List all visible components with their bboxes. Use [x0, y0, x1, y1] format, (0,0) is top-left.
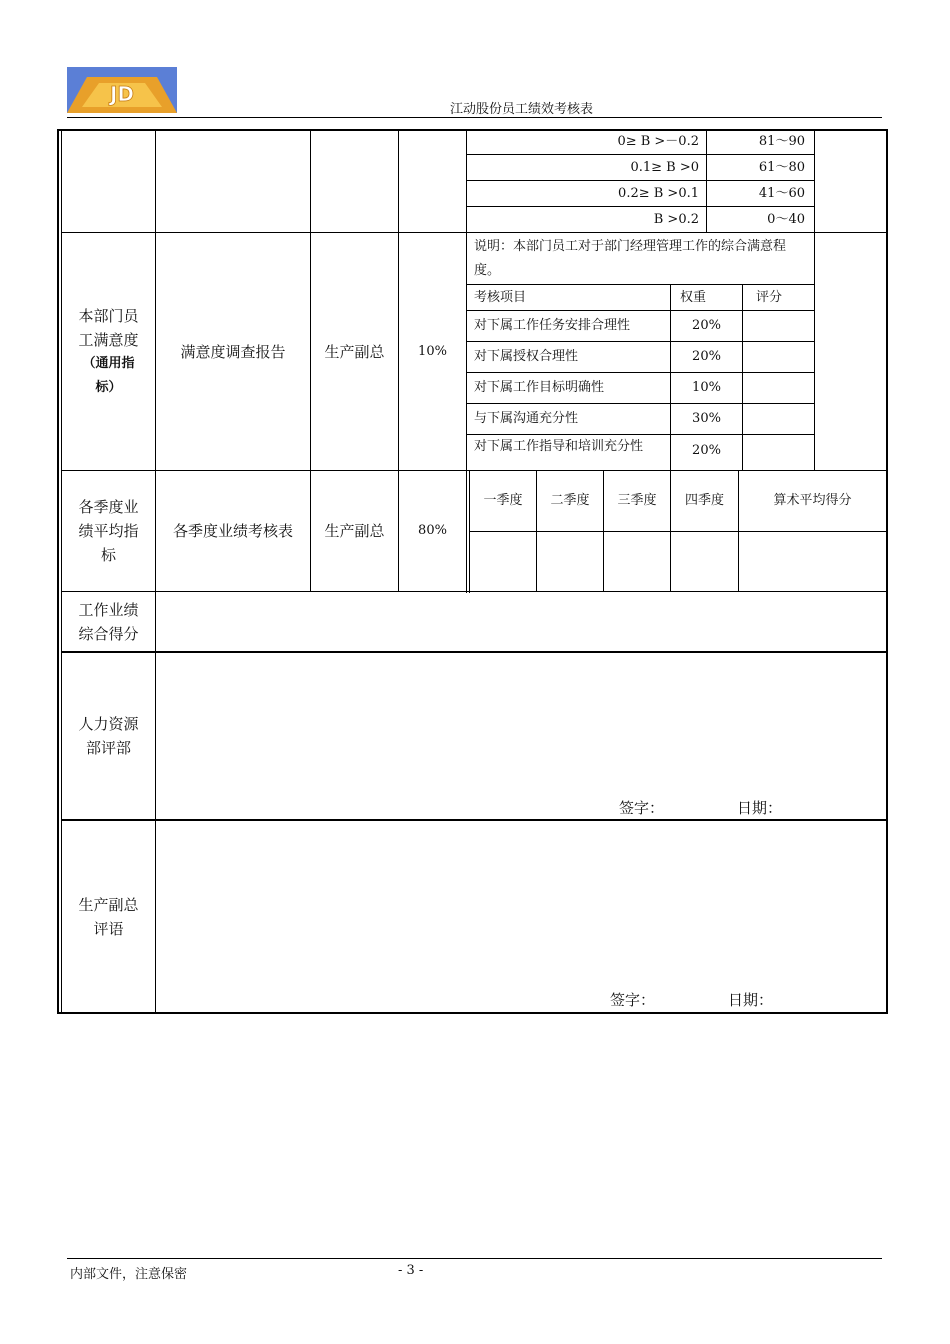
quarterly-weight: 80% [418, 523, 447, 538]
page-number: - 3 - [398, 1263, 424, 1278]
satisfaction-source: 满意度调查报告 [180, 342, 286, 361]
range-score: 61～80 [758, 159, 805, 175]
overall-score-label: 工作业绩 综合得分 [78, 600, 139, 643]
range-score: 0～40 [767, 211, 805, 227]
q4-header: 四季度 [684, 493, 724, 508]
vp-sign-label: 签字： [610, 991, 656, 1009]
satisfaction-assessor: 生产副总 [324, 342, 385, 361]
confidential-notice: 内部文件，注意保密 [70, 1267, 188, 1282]
vp-date-label: 日期： [728, 991, 774, 1009]
average-header: 算术平均得分 [773, 493, 852, 508]
q3-header: 三季度 [617, 493, 657, 508]
col-item-header: 考核项目 [474, 289, 527, 305]
range-condition: 0≥ B >－0.2 [617, 134, 699, 149]
col-score-header: 评分 [756, 289, 783, 305]
vp-comment-label: 生产副总 评语 [78, 895, 139, 938]
assessment-item: 对下属工作目标明确性 [474, 380, 605, 395]
satisfaction-label: 本部门员 工满意度 （通用指 标） [78, 306, 139, 395]
satisfaction-weight: 10% [418, 343, 447, 359]
company-logo [67, 67, 177, 113]
assessment-item: 对下属工作指导和培训充分性 [474, 439, 644, 454]
range-condition: B >0.2 [653, 211, 699, 227]
header-divider [67, 117, 882, 118]
assessment-weight: 20% [692, 349, 721, 364]
footer-divider [67, 1258, 882, 1259]
assessment-item: 与下属沟通充分性 [474, 411, 579, 426]
range-score: 81～90 [758, 134, 805, 149]
col-weight-header: 权重 [680, 289, 707, 305]
hr-sign-label: 签字： [619, 799, 665, 817]
svg-text:JD: JD [109, 82, 135, 106]
quarterly-label: 各季度业 绩平均指 标 [78, 498, 139, 564]
quarterly-source: 各季度业绩考核表 [172, 522, 293, 540]
assessment-weight: 20% [692, 442, 721, 458]
q1-header: 一季度 [483, 493, 523, 508]
range-condition: 0.2≥ B >0.1 [618, 185, 699, 201]
quarterly-assessor: 生产副总 [324, 522, 385, 540]
hr-review-label: 人力资源 部评部 [78, 715, 139, 757]
assessment-item: 对下属工作任务安排合理性 [474, 318, 631, 333]
q2-header: 二季度 [550, 493, 590, 508]
document-title: 江动股份员工绩效考核表 [450, 102, 594, 117]
range-condition: 0.1≥ B >0 [630, 159, 699, 175]
assessment-weight: 20% [692, 318, 721, 333]
assessment-weight: 10% [692, 380, 721, 395]
assessment-weight: 30% [692, 411, 721, 426]
hr-date-label: 日期： [737, 799, 783, 817]
assessment-item: 对下属授权合理性 [474, 349, 579, 364]
satisfaction-description: 说明：本部门员工对于部门经理管理工作的综合满意程度。 [474, 239, 787, 278]
range-score: 41～60 [758, 185, 805, 201]
